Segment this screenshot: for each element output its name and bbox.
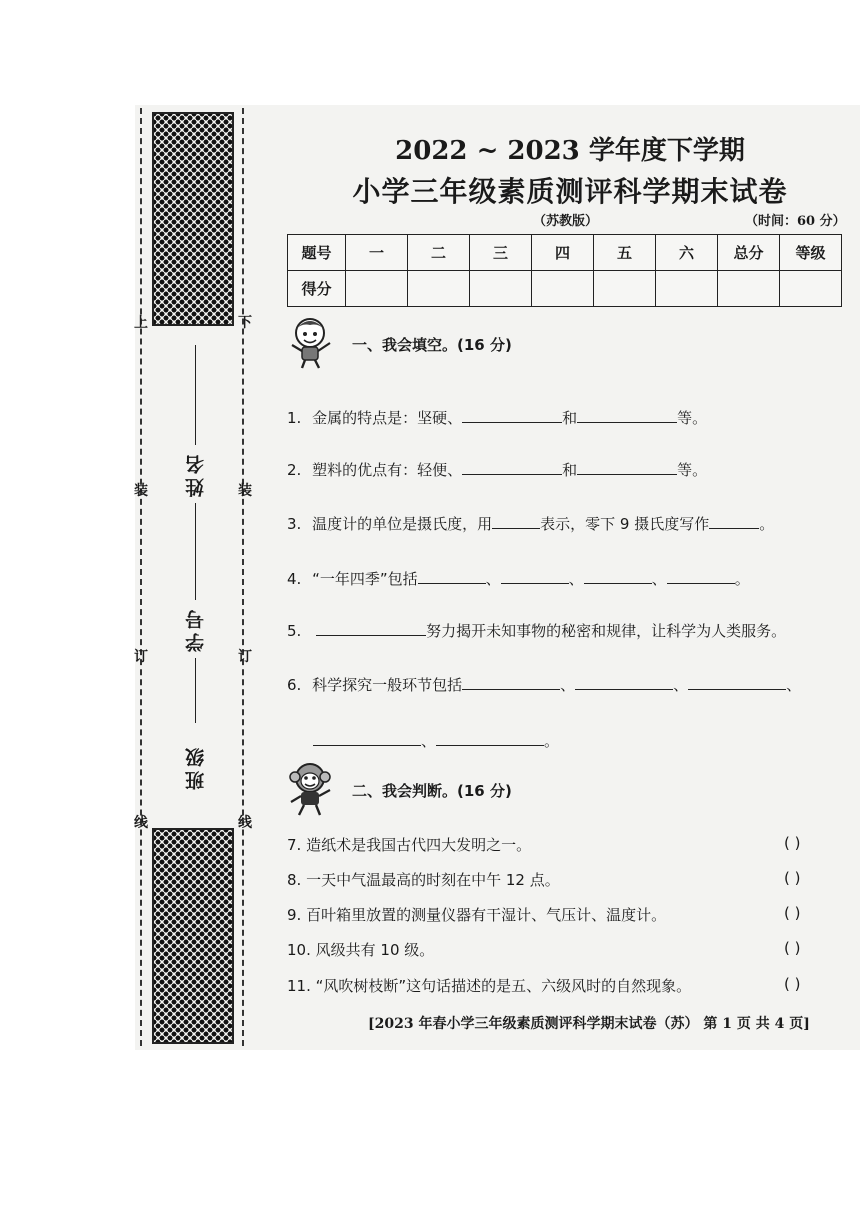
cartoon-boy-icon bbox=[288, 315, 336, 370]
answer-blank[interactable] bbox=[418, 568, 486, 584]
answer-blank[interactable] bbox=[462, 407, 562, 423]
margin-char-right-xian: 线 bbox=[238, 815, 252, 831]
bottom-dot-pattern bbox=[152, 828, 234, 1044]
separator: 、 bbox=[421, 732, 437, 750]
student-id-label: 学号 bbox=[184, 606, 207, 652]
score-input-cell[interactable] bbox=[718, 271, 780, 307]
question-4 bbox=[287, 568, 750, 589]
answer-blank[interactable] bbox=[316, 620, 426, 636]
separator: 、 bbox=[786, 676, 802, 694]
question-text: 等。 bbox=[677, 461, 708, 479]
margin-char-left-ding: 订 bbox=[134, 649, 148, 665]
score-header-cell: 总分 bbox=[718, 235, 780, 271]
separator: 、 bbox=[651, 570, 667, 588]
page-footer: [2023 年春小学三年级素质测评科学期末试卷（苏） 第 1 页 共 4 页] bbox=[368, 1016, 810, 1032]
score-table bbox=[287, 234, 842, 307]
answer-parentheses[interactable]: ( ) bbox=[784, 975, 801, 993]
student-id-field[interactable] bbox=[175, 570, 215, 723]
answer-blank[interactable] bbox=[577, 407, 677, 423]
score-header-cell: 二 bbox=[408, 235, 470, 271]
exam-title-line2: 小学三年级素质测评科学期末试卷 bbox=[352, 175, 788, 208]
question-text: “一年四季”包括 bbox=[312, 570, 418, 588]
answer-blank[interactable] bbox=[492, 513, 540, 529]
question-10 bbox=[287, 939, 434, 960]
question-text: 百叶箱里放置的测量仪器有干湿计、气压计、温度计。 bbox=[306, 906, 667, 924]
name-field[interactable] bbox=[175, 345, 215, 588]
question-number: 10. bbox=[287, 941, 311, 959]
score-input-cell[interactable] bbox=[780, 271, 842, 307]
answer-blank[interactable] bbox=[575, 674, 673, 690]
score-input-cell[interactable] bbox=[346, 271, 408, 307]
question-text: 造纸术是我国古代四大发明之一。 bbox=[306, 836, 532, 854]
margin-char-right-zhuang: 装 bbox=[238, 483, 252, 499]
question-text: 和 bbox=[562, 409, 578, 427]
section1-heading: 一、我会填空。(16 分) bbox=[352, 336, 512, 354]
answer-blank[interactable] bbox=[501, 568, 569, 584]
answer-parentheses[interactable]: ( ) bbox=[784, 939, 801, 957]
answer-parentheses[interactable]: ( ) bbox=[784, 904, 801, 922]
margin-char-right-xia: 下 bbox=[238, 315, 252, 331]
separator: 、 bbox=[673, 676, 689, 694]
answer-blank[interactable] bbox=[462, 674, 560, 690]
exam-title-line1: 2022 ~ 2023 学年度下学期 bbox=[395, 136, 745, 166]
question-number: 11. bbox=[287, 977, 311, 995]
question-text: 和 bbox=[562, 461, 578, 479]
separator: 、 bbox=[560, 676, 576, 694]
score-header-cell: 一 bbox=[346, 235, 408, 271]
question-text: 努力揭开未知事物的秘密和规律，让科学为人类服务。 bbox=[426, 622, 787, 640]
question-number: 7. bbox=[287, 836, 302, 854]
score-input-cell[interactable] bbox=[532, 271, 594, 307]
score-header-cell: 四 bbox=[532, 235, 594, 271]
score-input-cell[interactable] bbox=[594, 271, 656, 307]
score-header-cell: 题号 bbox=[288, 235, 346, 271]
name-label: 姓名 bbox=[184, 451, 207, 497]
answer-blank[interactable] bbox=[577, 459, 677, 475]
margin-char-left-xian: 线 bbox=[134, 815, 148, 831]
question-text: 金属的特点是：坚硬、 bbox=[312, 409, 463, 427]
question-3 bbox=[287, 513, 774, 534]
answer-blank[interactable] bbox=[688, 674, 786, 690]
question-number: 1. bbox=[287, 409, 302, 427]
margin-char-right-ding: 订 bbox=[238, 649, 252, 665]
question-end: 。 bbox=[544, 732, 560, 750]
score-input-cell[interactable] bbox=[470, 271, 532, 307]
question-end: 。 bbox=[734, 570, 750, 588]
question-text: 等。 bbox=[677, 409, 708, 427]
time-label: （时间：60 分） bbox=[745, 214, 846, 229]
margin-char-left-shang: 上 bbox=[134, 315, 148, 331]
question-number: 5. bbox=[287, 622, 302, 640]
score-header-cell: 等级 bbox=[780, 235, 842, 271]
question-text: 表示，零下 9 摄氏度写作 bbox=[540, 515, 710, 533]
answer-blank[interactable] bbox=[462, 459, 562, 475]
question-number: 8. bbox=[287, 871, 302, 889]
score-header-cell: 六 bbox=[656, 235, 718, 271]
answer-blank[interactable] bbox=[709, 513, 759, 529]
score-table-score-row bbox=[288, 271, 842, 307]
answer-blank[interactable] bbox=[313, 730, 421, 746]
question-2 bbox=[287, 459, 707, 480]
score-row-label: 得分 bbox=[288, 271, 346, 307]
answer-parentheses[interactable]: ( ) bbox=[784, 834, 801, 852]
question-text: 科学探究一般环节包括 bbox=[312, 676, 463, 694]
score-input-cell[interactable] bbox=[408, 271, 470, 307]
question-text: 一天中气温最高的时刻在中午 12 点。 bbox=[306, 871, 560, 889]
score-header-cell: 五 bbox=[594, 235, 656, 271]
answer-parentheses[interactable]: ( ) bbox=[784, 869, 801, 887]
separator: 、 bbox=[568, 570, 584, 588]
right-cut-line bbox=[242, 108, 244, 1046]
question-text: 温度计的单位是摄氏度，用 bbox=[312, 515, 493, 533]
question-1 bbox=[287, 407, 707, 428]
question-text: 塑料的优点有：轻便、 bbox=[312, 461, 463, 479]
question-text: 。 bbox=[759, 515, 775, 533]
answer-blank[interactable] bbox=[436, 730, 544, 746]
question-text: “风吹树枝断”这句话描述的是五、六级风时的自然现象。 bbox=[315, 977, 692, 995]
question-number: 4. bbox=[287, 570, 302, 588]
class-label: 班级 bbox=[184, 744, 207, 790]
question-number: 6. bbox=[287, 676, 302, 694]
question-7 bbox=[287, 834, 531, 855]
question-text: 风级共有 10 级。 bbox=[315, 941, 435, 959]
question-number: 2. bbox=[287, 461, 302, 479]
left-cut-line bbox=[140, 108, 142, 1046]
top-dot-pattern bbox=[152, 112, 234, 326]
question-number: 9. bbox=[287, 906, 302, 924]
separator: 、 bbox=[485, 570, 501, 588]
score-input-cell[interactable] bbox=[656, 271, 718, 307]
cartoon-monkey-icon bbox=[286, 760, 336, 818]
question-6 bbox=[287, 674, 801, 695]
question-number: 3. bbox=[287, 515, 302, 533]
answer-blank[interactable] bbox=[584, 568, 652, 584]
score-header-cell: 三 bbox=[470, 235, 532, 271]
score-table-header-row bbox=[288, 235, 842, 271]
edition-label: （苏教版） bbox=[533, 214, 599, 229]
question-6-continued bbox=[313, 730, 559, 751]
question-5 bbox=[287, 620, 786, 641]
section2-heading: 二、我会判断。(16 分) bbox=[352, 782, 512, 800]
class-field[interactable] bbox=[175, 738, 215, 796]
answer-blank[interactable] bbox=[667, 568, 735, 584]
question-11 bbox=[287, 975, 691, 996]
margin-char-left-zhuang: 装 bbox=[134, 483, 148, 499]
question-8 bbox=[287, 869, 560, 890]
question-9 bbox=[287, 904, 666, 925]
